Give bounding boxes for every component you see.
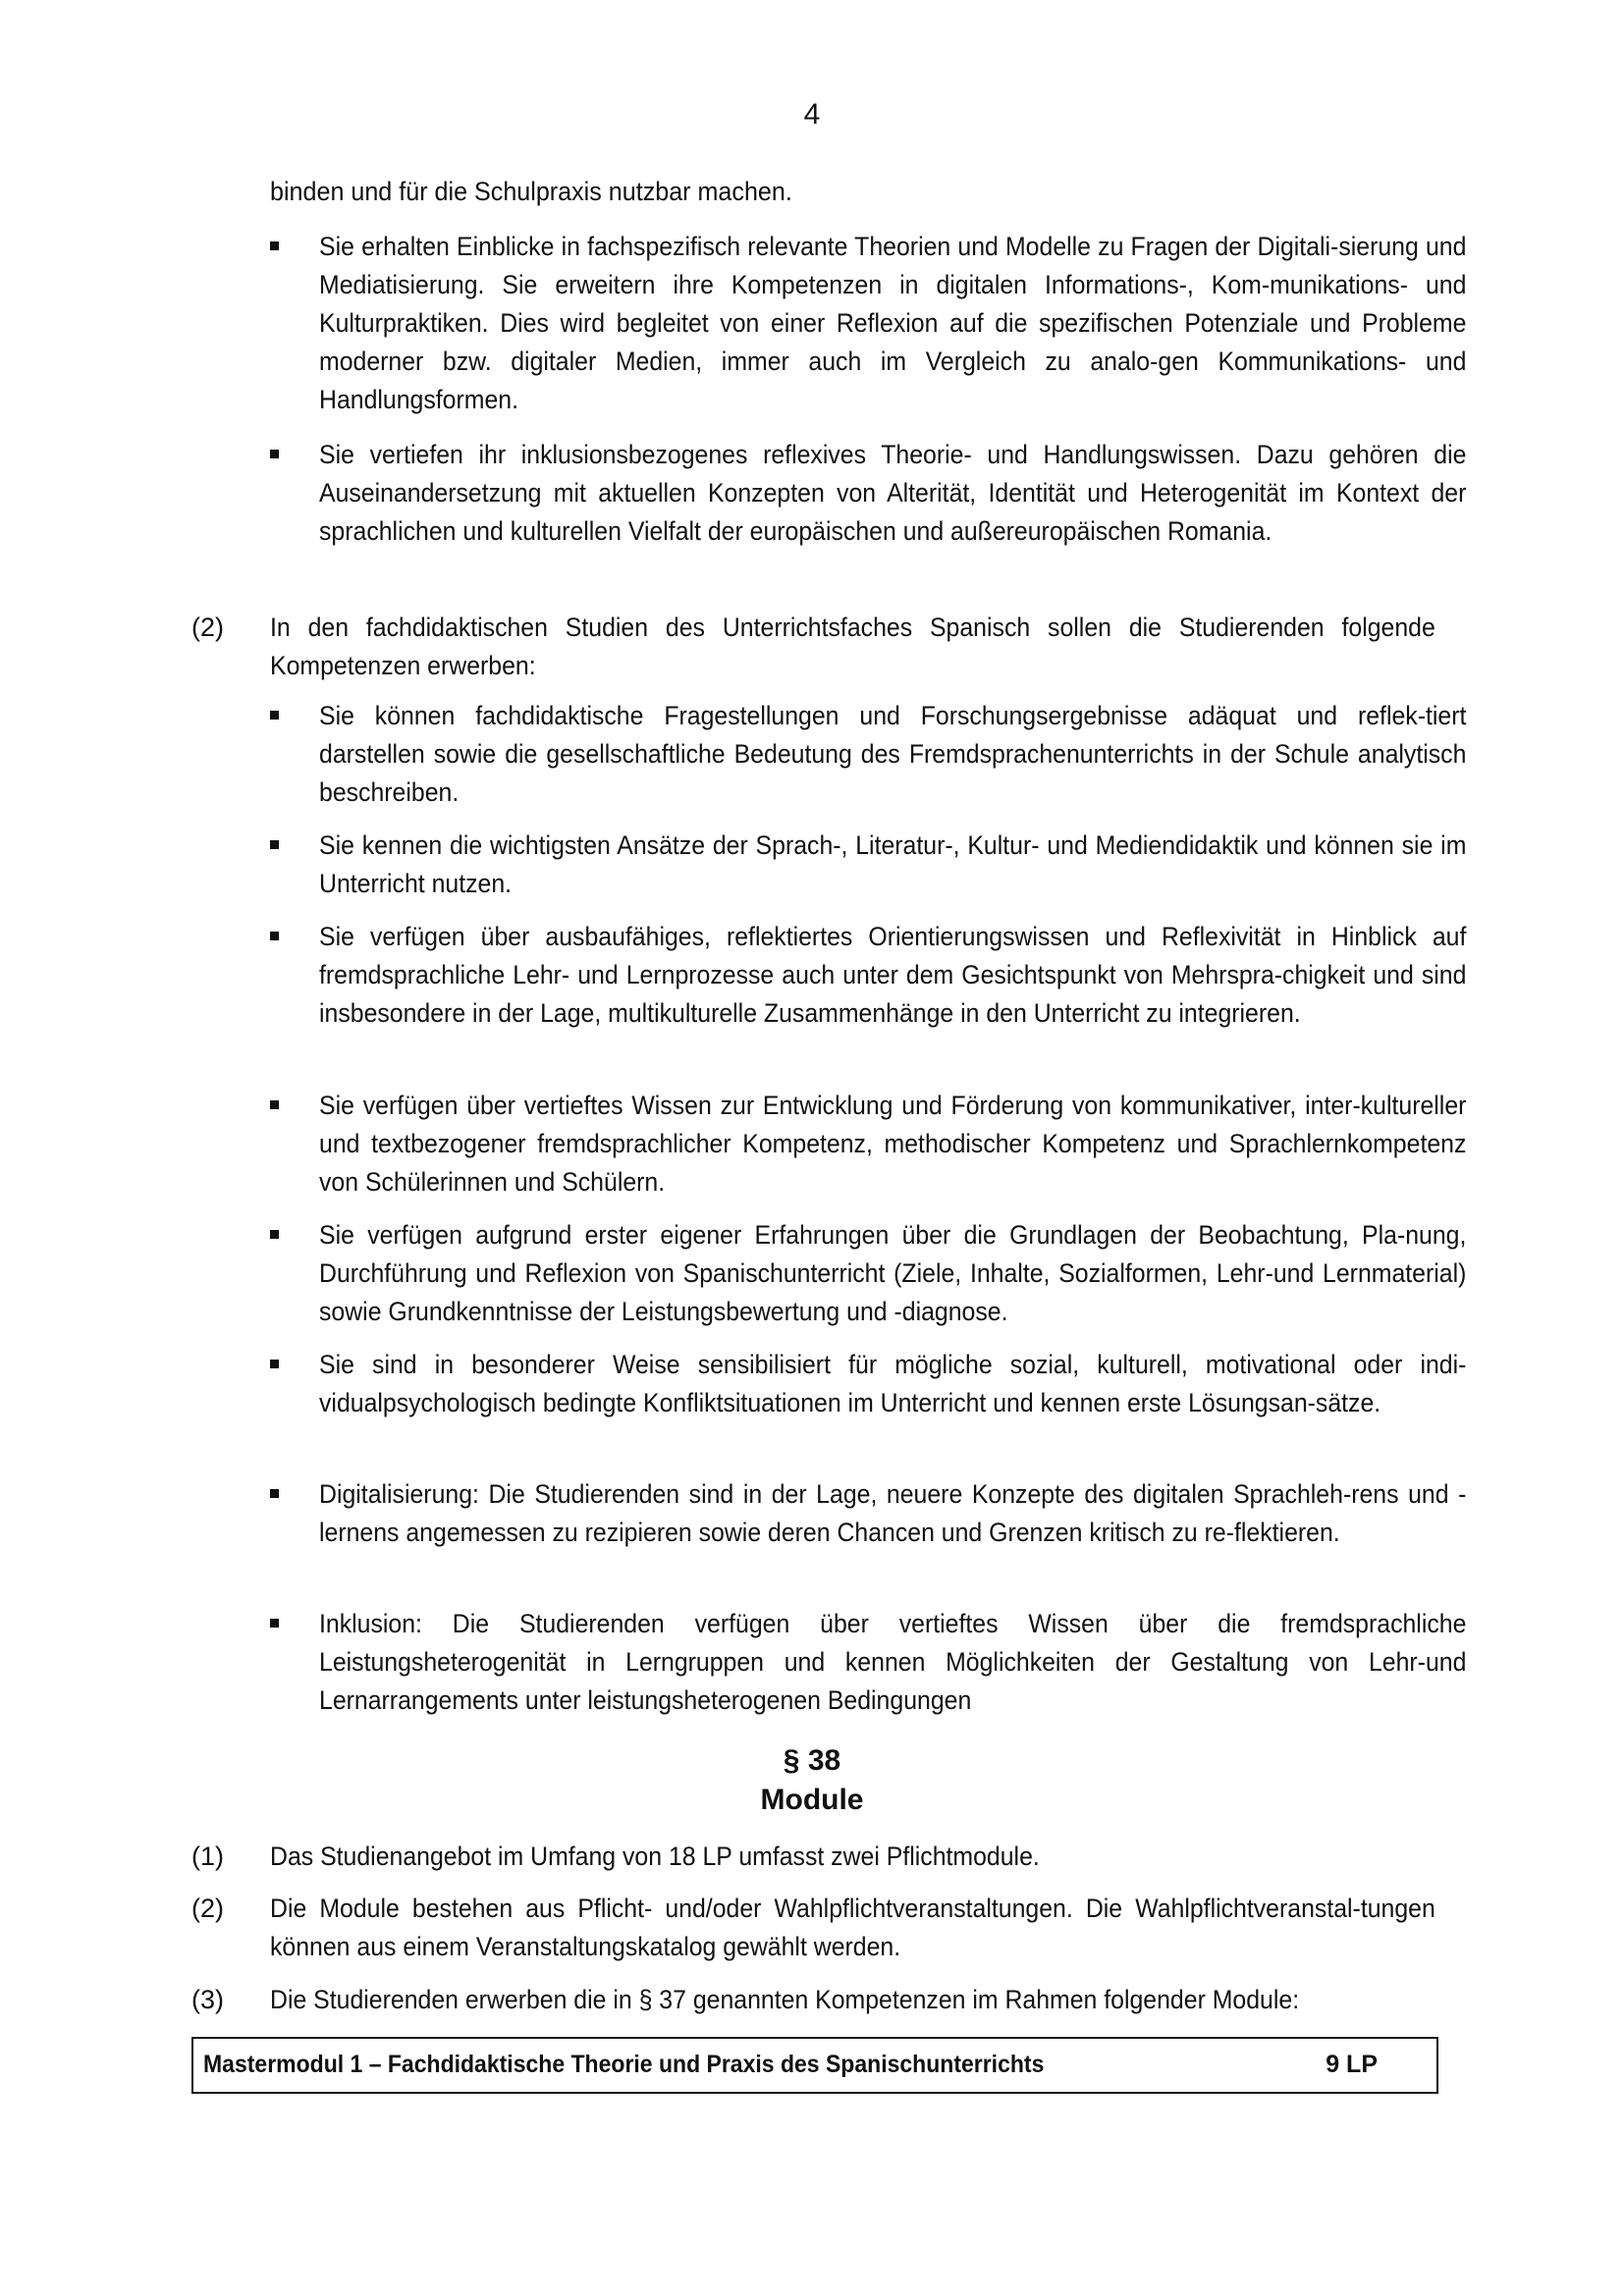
intro-continuation: binden und für die Schulpraxis nutzbar machen. <box>270 177 792 206</box>
bullet-text: Inklusion: Die Studierenden verfügen über vertieftes Wissen über die fremdsprachliche Leistungsheterogenität in Lerngruppen und kennen Möglichkeiten der Gestaltung von Lehr-und Lernarrangements unter leistungsheterogenen Bedingungen <box>319 1609 1467 1715</box>
item-text: Die Studierenden erwerben die in § 37 genannten Kompetenzen im Rahmen folgender Module: <box>270 1985 1300 2014</box>
bullet-icon <box>270 918 284 956</box>
page-number: 4 <box>803 98 821 131</box>
item-number: (1) <box>191 1842 224 1871</box>
item-text: Die Module bestehen aus Pflicht- und/oder Wahlpflichtveranstaltungen. Die Wahlpflichtveranstal-tungen können aus einem Veranstaltungskatalog gewählt werden. <box>270 1894 1435 1961</box>
bullet-text: Sie verfügen über ausbaufähiges, reflektiertes Orientierungswissen und Reflexivität in Hinblick auf fremdsprachliche Lehr- und Lernprozesse auch unter dem Gesichtspunkt von Mehrspra-chigkeit und sind insbesondere in der Lage, multikulturelle Zusammenhänge in den Unterricht zu integrieren. <box>319 922 1467 1028</box>
item-text: In den fachdidaktischen Studien des Unterrichtsfaches Spanisch sollen die Studierenden folgende Kompetenzen erwerben: <box>270 613 1435 680</box>
module-title: Mastermodul 1 – Fachdidaktische Theorie und Praxis des Spanischunterrichts <box>203 2051 1045 2078</box>
bullet-icon <box>270 827 284 865</box>
item-number: (3) <box>191 1985 224 2014</box>
bullet-text: Digitalisierung: Die Studierenden sind in der Lage, neuere Konzepte des digitalen Sprachleh-rens und -lernens angemessen zu rezipieren sowie deren Chancen und Grenzen kritisch zu re-flektieren. <box>319 1479 1467 1547</box>
bullet-icon <box>270 1087 284 1125</box>
bullet-text: Sie vertiefen ihr inklusionsbezogenes reflexives Theorie- und Handlungswissen. Dazu gehören die Auseinandersetzung mit aktuellen Konzepten von Alterität, Identität und Heterogenität im Kontext der sprachlichen und kulturellen Vielfalt der europäischen und außereuropäischen Romania. <box>319 440 1467 546</box>
bullet-icon <box>270 228 284 266</box>
bullet-text: Sie erhalten Einblicke in fachspezifisch relevante Theorien und Modelle zu Fragen der Digitali-sierung und Mediatisierung. Sie erweitern ihre Kompetenzen in digitalen Informations-, Kom-munikations- und Kulturpraktiken. Dies wird begleitet von einer Reflexion auf die spezifischen Potenziale und Probleme moderner bzw. digitaler Medien, immer auch im Vergleich zu analo-gen Kommunikations- und Handlungsformen. <box>319 232 1467 414</box>
module-credits: 9 LP <box>1326 2051 1378 2078</box>
bullet-text: Sie sind in besonderer Weise sensibilisiert für mögliche sozial, kulturell, motivational oder indi-vidualpsychologisch bedingte Konfliktsituationen im Unterricht und kennen erste Lösungsan-sätze. <box>319 1350 1467 1417</box>
bullet-text: Sie verfügen aufgrund erster eigener Erfahrungen über die Grundlagen der Beobachtung, Pla-nung, Durchführung und Reflexion von Spanischunterricht (Ziele, Inhalte, Sozialformen, Lehr-und Lernmaterial) sowie Grundkenntnisse der Leistungsbewertung und -diagnose. <box>319 1220 1467 1326</box>
bullet-icon <box>270 1216 284 1255</box>
bullet-text: Sie kennen die wichtigsten Ansätze der Sprach-, Literatur-, Kultur- und Mediendidaktik und können sie im Unterricht nutzen. <box>319 830 1467 898</box>
bullet-icon <box>270 697 284 735</box>
bullet-icon <box>270 1346 284 1384</box>
item-number: (2) <box>191 613 224 642</box>
bullet-text: Sie können fachdidaktische Fragestellungen und Forschungsergebnisse adäquat und reflek-tiert darstellen sowie die gesellschaftliche Bedeutung des Fremdsprachenunterrichts in der Schule analytisch beschreiben. <box>319 701 1467 807</box>
bullet-icon <box>270 436 284 474</box>
bullet-icon <box>270 1475 284 1514</box>
bullet-text: Sie verfügen über vertieftes Wissen zur Entwicklung und Förderung von kommunikativer, inter-kultureller und textbezogener fremdsprachlicher Kompetenz, methodischer Kompetenz und Sprachlernkompetenz von Schülerinnen und Schülern. <box>319 1091 1467 1197</box>
module-table-header <box>191 2037 1438 2094</box>
section-title: Module <box>760 1784 864 1816</box>
item-number: (2) <box>191 1894 224 1923</box>
section-number: § 38 <box>783 1744 841 1777</box>
item-text: Das Studienangebot im Umfang von 18 LP umfasst zwei Pflichtmodule. <box>270 1842 1040 1871</box>
bullet-icon <box>270 1605 284 1643</box>
